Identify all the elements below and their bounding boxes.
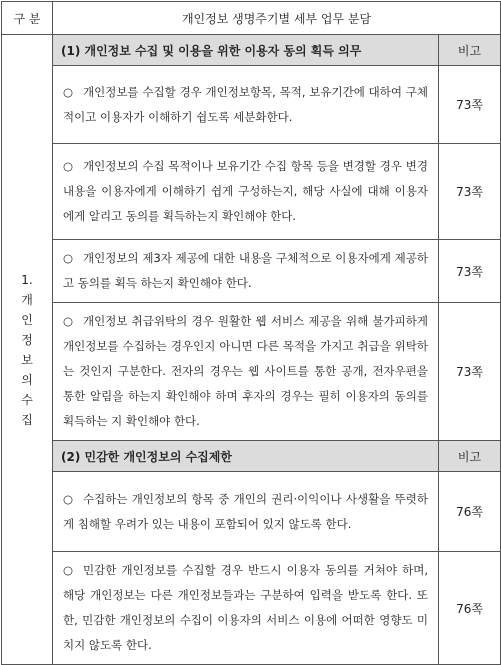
item-text-cell [53,303,439,441]
item-text: 개인정보의 제3자 제공에 대한 내용을 구체적으로 이용자에게 제공하고 동의를 획득 하는지 확인해야 한다. [63,251,428,290]
section-title: (2) 민감한 개인정보의 수집제한 [53,441,439,472]
item-text: 개인정보 취급위탁의 경우 원활한 웹 서비스 제공을 위해 불가피하게 개인정보를 수집하는 경우인지 아니면 다른 목적을 가지고 취급을 위탁하는 것인지 구분한다. 전자의 경우는 웹 사이트를 통한 공개, 전자우편을 통한 알림을 하는지 확인해야 하며 후자의 경우는 필히 이용자의 동의를 획득하는 지 확인해야 한다. [63,314,428,428]
table-row [2,66,501,144]
table-title: 개인정보 생명주기별 세부 업무 분담 [53,2,501,35]
item-text-cell [53,472,439,552]
item-text: 민감한 개인정보를 수집할 경우 반드시 이용자 동의를 거쳐야 하며, 해당 개인정보는 다른 개인정보들과는 구분하여 입력을 받도록 한다. 또한, 민감한 개인정보의 수집이 이용자의 서비스 이용에 어떠한 영향도 미치지 않도록 한다. [63,563,428,652]
page-ref: 73쪽 [439,144,501,240]
section-title: (1) 개인정보 수집 및 이용을 위한 이용자 동의 획득 의무 [53,35,439,66]
page-ref: 73쪽 [439,66,501,144]
page-ref: 73쪽 [439,303,501,441]
category-char: 정 [21,332,33,347]
bullet-icon: ○ [63,491,74,506]
header-row [2,2,501,35]
category-char: 집 [21,412,33,427]
bullet-icon: ○ [63,159,74,173]
document-frame [1,1,500,652]
category-char: 인 [21,312,33,327]
category-cell [2,35,53,665]
table-row [2,303,501,441]
category-char: 보 [21,352,33,367]
section-note: 비고 [439,441,501,472]
table-row [2,240,501,303]
duty-table [1,1,501,665]
section-header [2,35,501,66]
item-text: 개인정보를 수집할 경우 개인정보항목, 목적, 보유기간에 대하여 구체적이고 이용자가 이해하기 쉽도록 세분화한다. [63,84,428,124]
section-header [2,441,501,472]
table-row [2,552,501,665]
page-ref: 73쪽 [439,240,501,303]
category-char: 수 [21,392,33,407]
item-text-cell [53,240,439,303]
bullet-icon: ○ [63,84,74,99]
category-char: 의 [21,372,33,387]
bullet-icon: ○ [63,563,74,577]
page-ref: 76쪽 [439,472,501,552]
page-ref: 76쪽 [439,552,501,665]
item-text: 수집하는 개인정보의 항목 중 개인의 권리·이익이나 사생활을 뚜렷하게 침해할 우려가 있는 내용이 포함되어 있지 않도록 한다. [63,491,428,531]
table-row [2,144,501,240]
table-row [2,472,501,552]
section-note: 비고 [439,35,501,66]
item-text-cell [53,66,439,144]
item-text: 개인정보의 수집 목적이나 보유기간 수집 항목 등을 변경할 경우 변경내용을 이용자에게 이해하기 쉽게 구성하는지, 해당 사실에 대해 이용자에게 알리고 동의를 획득하는지 확인해야 한다. [63,159,428,223]
category-header: 구 분 [2,2,53,35]
item-text-cell [53,552,439,665]
item-text-cell [53,144,439,240]
category-char: 개 [21,292,33,307]
category-number: 1. [21,272,33,287]
bullet-icon: ○ [63,251,74,265]
bullet-icon: ○ [63,314,74,328]
